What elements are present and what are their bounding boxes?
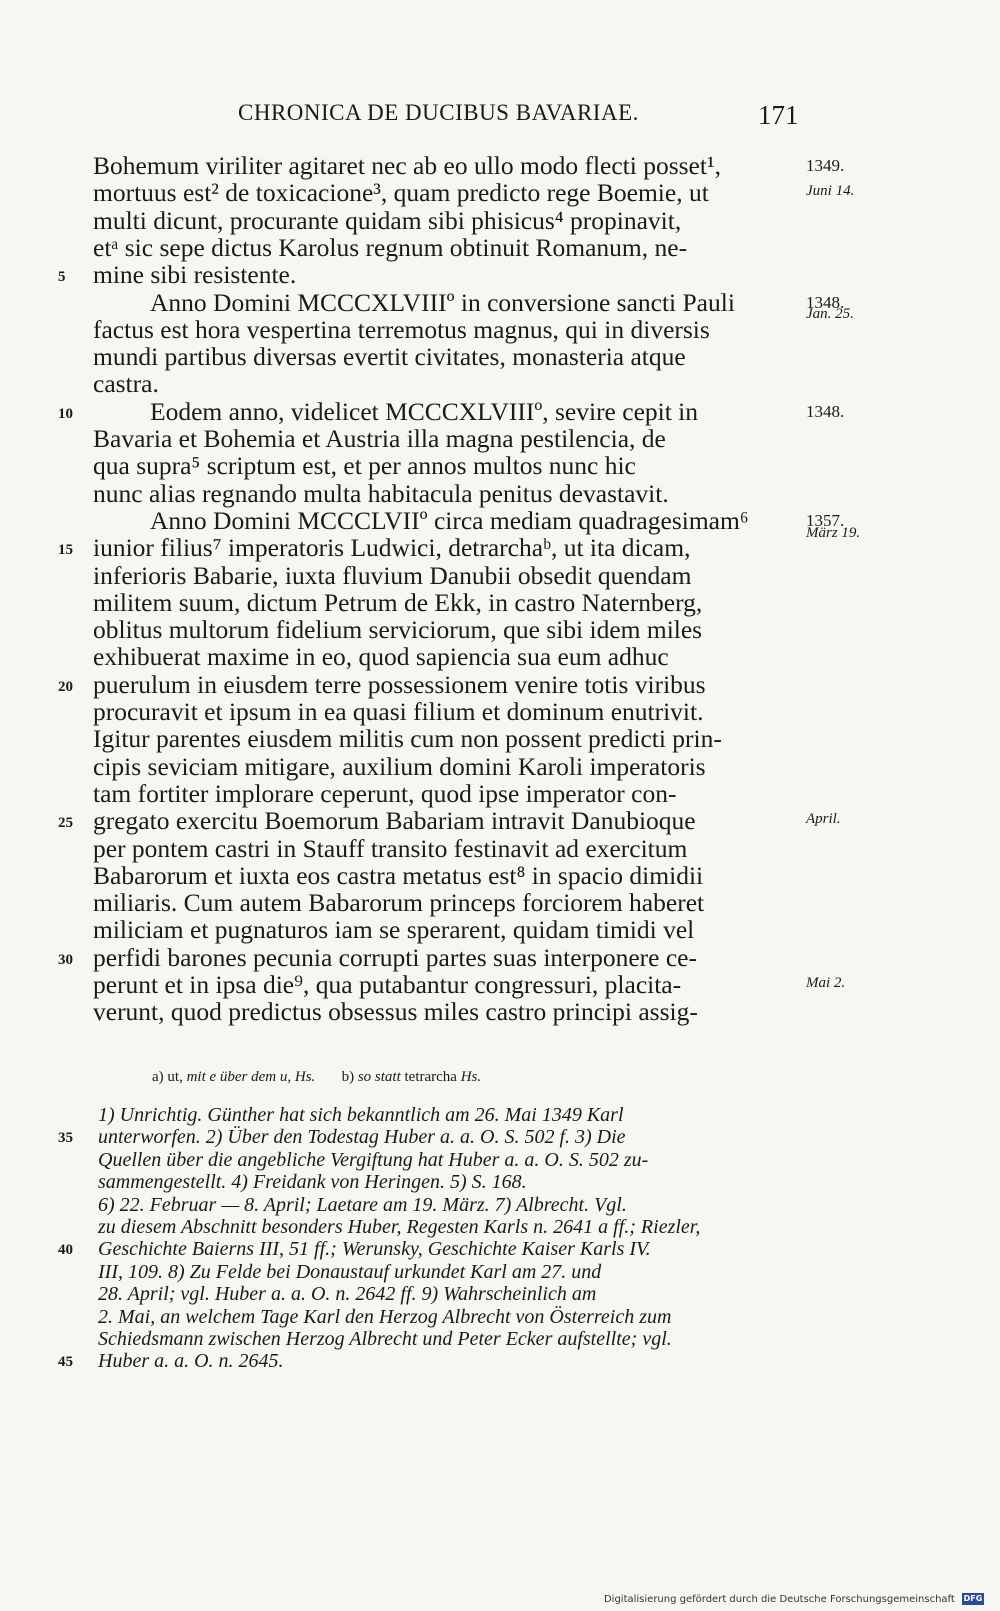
margin-note: Jan. 25. <box>806 306 854 323</box>
page-number: 171 <box>758 100 799 130</box>
text-line: perunt et in ipsa die⁹, qua putabantur congressuri, placita- <box>93 970 682 999</box>
line-number: 40 <box>58 1242 73 1259</box>
footer-credit <box>604 1593 984 1605</box>
margin-note: Mai 2. <box>806 975 846 991</box>
footnote-line: Geschichte Baierns III, 51 ff.; Werunsky, Geschichte Kaiser Karls IV. <box>98 1238 651 1261</box>
text-line: tam fortiter implorare ceperunt, quod ipse imperator con- <box>93 778 677 808</box>
text-line: procuravit et ipsum in ea quasi filium et dominum enutrivit. <box>93 697 704 726</box>
text-line: etᵃ sic sepe dictus Karolus regnum obtinuit Romanum, ne- <box>93 232 688 262</box>
line-number: 10 <box>58 405 73 422</box>
text-line: qua supra⁵ scriptum est, et per annos multos nunc hic <box>93 451 636 481</box>
footnote-line: 28. April; vgl. Huber a. a. O. n. 2642 ff. 9) Wahrscheinlich am <box>98 1283 597 1306</box>
text-line: Bavaria et Bohemia et Austria illa magna pestilencia, de <box>93 424 666 453</box>
line-number: 25 <box>58 815 73 832</box>
footnote-line: sammengestellt. 4) Freidank von Heringen. 5) S. 168. <box>98 1171 527 1194</box>
text-line: puerulum in eiusdem terre possessionem venire totis viribus <box>93 669 706 699</box>
text-line: mundi partibus diversas evertit civitates, monasteria atque <box>93 342 686 372</box>
text-line: Anno Domini MCCCXLVIIIº in conversione sancti Pauli <box>150 287 735 317</box>
text-line: multi dicunt, procurante quidam sibi phisicus⁴ propinavit, <box>93 205 682 235</box>
text-line: verunt, quod predictus obsessus miles castro principi assig- <box>93 997 698 1027</box>
text-line: oblitus multorum fidelium serviciorum, que sibi idem miles <box>93 615 703 645</box>
text-line: gregato exercitu Boemorum Babariam intravit Danubioque <box>93 806 696 836</box>
margin-note: 1357. <box>806 510 845 530</box>
line-number: 15 <box>58 542 73 559</box>
footer-credit-text: Digitalisierung gefördert durch die Deutsche Forschungsgemeinschaft <box>603 1594 955 1605</box>
text-line: nunc alias regnando multa habitacula penitus devastavit. <box>93 478 669 508</box>
text-line: factus est hora vespertina terremotus magnus, qui in diversis <box>93 314 710 344</box>
text-line: cipis seviciam mitigare, auxilium domini Karoli imperatoris <box>93 751 706 781</box>
footnote-line: III, 109. 8) Zu Felde bei Donaustauf urkundet Karl am 27. und <box>98 1260 602 1283</box>
text-line: miliaris. Cum autem Babarorum princeps forciorem haberet <box>93 888 705 918</box>
text-line: perfidi barones pecunia corrupti partes suas interponere ce- <box>93 942 697 972</box>
line-number: 30 <box>58 951 73 968</box>
text-line: inferioris Babarie, iuxta fluvium Danubii obsedit quendam <box>93 560 692 590</box>
line-number: 20 <box>58 678 73 695</box>
text-line: Bohemum viriliter agitaret nec ab eo ullo modo flecti posset¹, <box>93 151 721 180</box>
textual-note-a-text: mit e über dem u, Hs. <box>186 1069 316 1085</box>
margin-note: 1349. <box>806 156 845 175</box>
margin-note: 1348. <box>806 292 845 312</box>
footnote-line: Schiedsmann zwischen Herzog Albrecht und Peter Ecker aufstellte; vgl. <box>98 1328 672 1350</box>
margin-note: April. <box>806 811 841 828</box>
footnote-line: unterworfen. 2) Über den Todestag Huber a. a. O. S. 502 f. 3) Die <box>98 1126 626 1149</box>
text-line: miliciam et pugnaturos iam se sperarent, quidam timidi vel <box>93 915 695 945</box>
running-title: CHRONICA DE DUCIBUS BAVARIAE. <box>238 100 639 125</box>
text-line: castra. <box>93 369 159 399</box>
textual-notes <box>152 1069 481 1086</box>
text-line: militem suum, dictum Petrum de Ekk, in castro Naternberg, <box>93 587 703 617</box>
text-line: Igitur parentes eiusdem militis cum non possent predicti prin- <box>93 724 722 754</box>
line-number: 35 <box>58 1130 73 1147</box>
dfg-logo-icon: DFG <box>963 1594 983 1603</box>
textual-note-a-label: a) ut, <box>152 1069 183 1085</box>
footnote-line: 2. Mai, an welchem Tage Karl den Herzog Albrecht von Österreich zum <box>98 1305 672 1328</box>
text-line: exhibuerat maxime in eo, quod sapiencia sua eum adhuc <box>93 642 669 672</box>
text-line: Babarorum et iuxta eos castra metatus est⁸ in spacio dimidii <box>93 860 704 890</box>
textual-note-b-text: so statt <box>357 1069 401 1085</box>
footnote-line: 6) 22. Februar — 8. April; Laetare am 19. März. 7) Albrecht. Vgl. <box>98 1193 627 1216</box>
text-line: Eodem anno, videlicet MCCCXLVIIIº, sevire cepit in <box>150 396 699 426</box>
text-line: Anno Domini MCCCLVIIº circa mediam quadragesimam⁶ <box>150 505 749 535</box>
margin-note: Juni 14. <box>806 183 855 200</box>
footnote-line: Quellen über die angebliche Vergiftung hat Huber a. a. O. S. 502 zu- <box>98 1148 649 1171</box>
textual-note-b-word: tetrarcha <box>404 1069 457 1085</box>
footnote-line: zu diesem Abschnitt besonders Huber, Regesten Karls n. 2641 a ff.; Riezler, <box>98 1216 701 1238</box>
footnote-line: Huber a. a. O. n. 2645. <box>98 1350 284 1373</box>
text-line: per pontem castri in Stauff transito festinavit ad exercitum <box>93 833 688 863</box>
text-line: iunior filius⁷ imperatoris Ludwici, detrarchaᵇ, ut ita dicam, <box>93 533 691 563</box>
margin-note: März 19. <box>806 524 861 541</box>
line-number: 5 <box>58 269 66 286</box>
footnote-line: 1) Unrichtig. Günther hat sich bekanntlich am 26. Mai 1349 Karl <box>98 1104 624 1126</box>
text-line: mine sibi resistente. <box>93 260 297 290</box>
line-number: 45 <box>58 1354 73 1371</box>
textual-note-b-label: b) <box>341 1069 355 1085</box>
textual-note-b-end: Hs. <box>460 1069 482 1085</box>
text-line: mortuus est² de toxicacione³, quam predicto rege Boemie, ut <box>93 178 709 208</box>
margin-note: 1348. <box>806 401 845 421</box>
